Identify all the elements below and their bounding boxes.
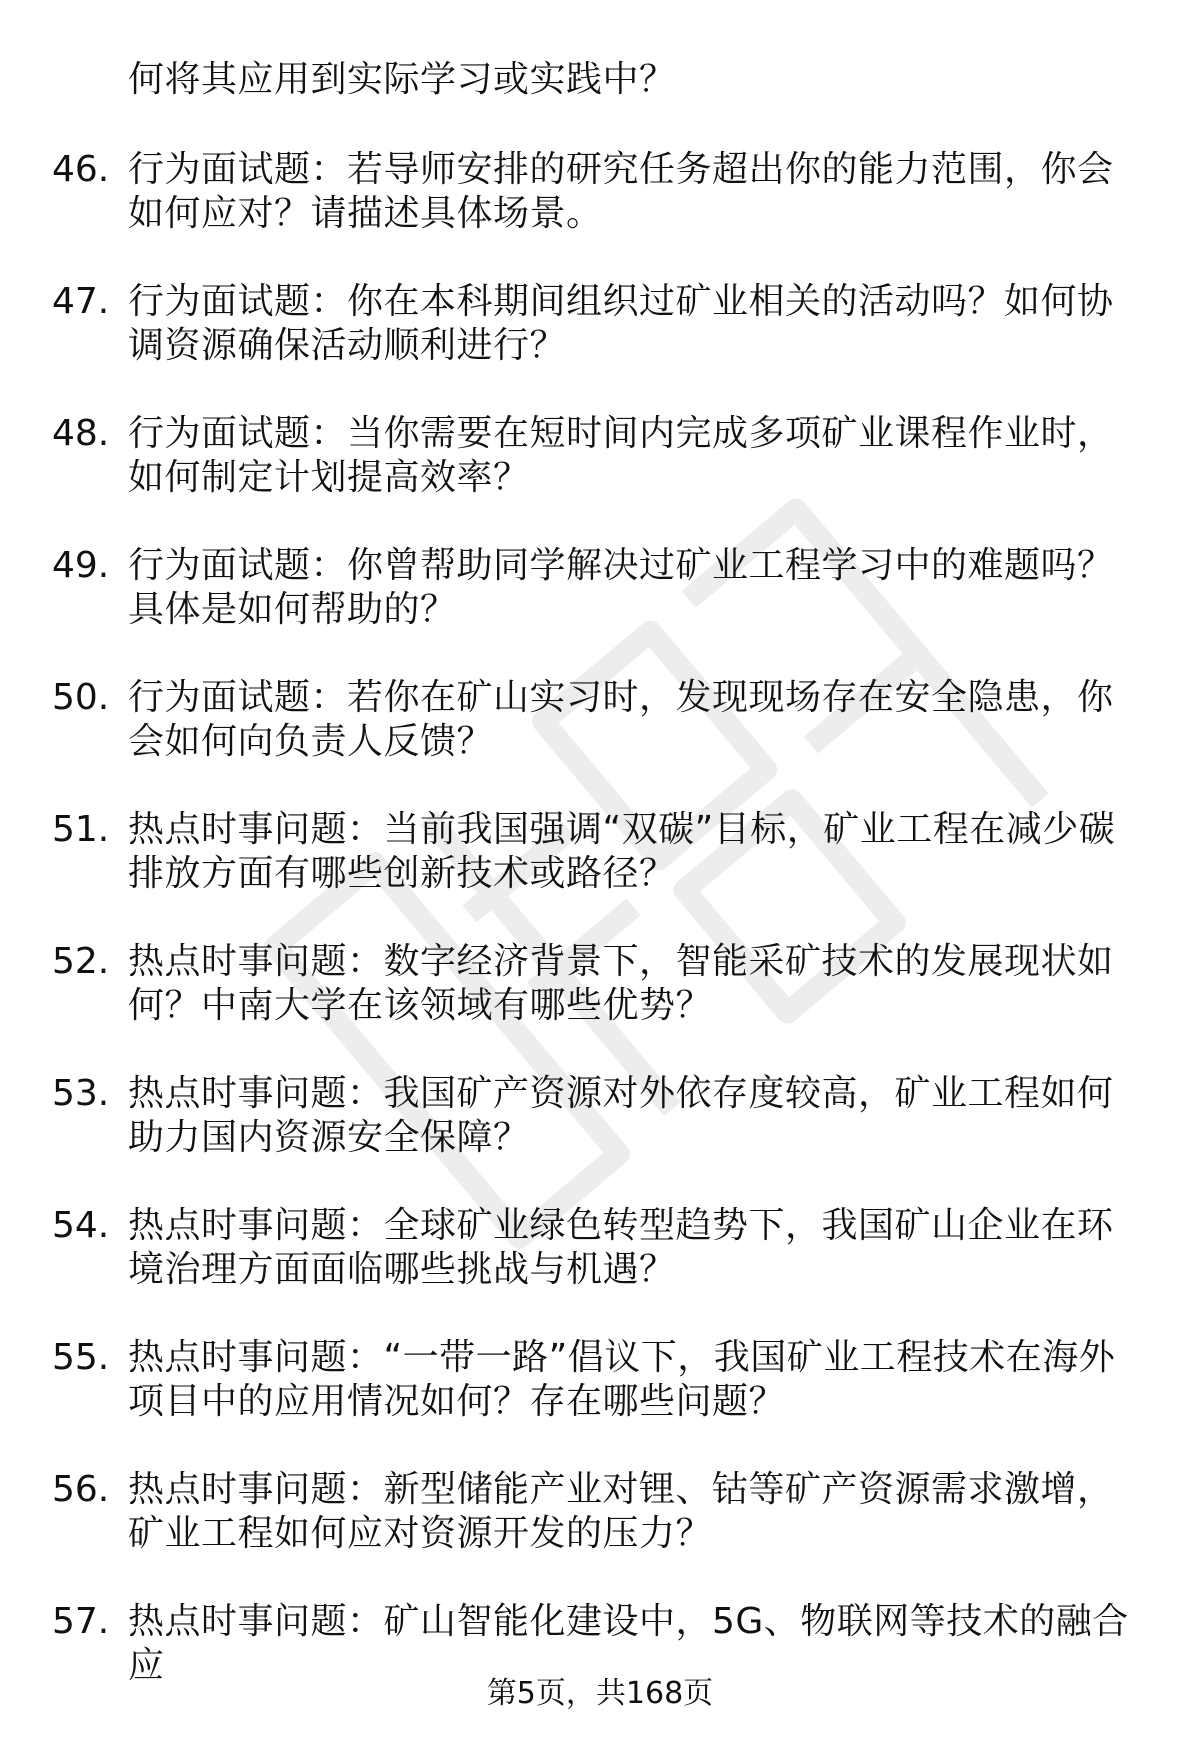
list-item: [0, 148, 1200, 280]
continuation-text: 何将其应用到实际学习或实践中？: [128, 59, 676, 100]
question-number: 52.: [52, 941, 110, 982]
question-number: 53.: [52, 1073, 110, 1114]
question-number: 49.: [52, 545, 110, 586]
question-text: 热点时事问题：当前我国强调“双碳”目标，矿业工程在减少碳排放方面有哪些创新技术或路径？: [128, 809, 1116, 894]
list-item: [0, 280, 1200, 412]
question-number: 46.: [52, 149, 110, 190]
question-number: 48.: [52, 413, 110, 454]
question-number: 51.: [52, 809, 110, 850]
list-item: [0, 1072, 1200, 1204]
question-number: 47.: [52, 281, 110, 322]
question-number: 55.: [52, 1337, 110, 1378]
question-number: 54.: [52, 1205, 110, 1246]
question-text: 行为面试题：若导师安排的研究任务超出你的能力范围，你会如何应对？请描述具体场景。: [128, 149, 1114, 234]
question-text: 热点时事问题：“一带一路”倡议下，我国矿业工程技术在海外项目中的应用情况如何？存在哪些问题？: [128, 1337, 1116, 1422]
question-text: 行为面试题：你曾帮助同学解决过矿业工程学习中的难题吗？具体是如何帮助的？: [128, 545, 1114, 630]
list-item: [0, 1468, 1200, 1600]
question-text: 热点时事问题：矿山智能化建设中，5G、物联网等技术的融合应: [128, 1601, 1129, 1686]
question-text: 热点时事问题：新型储能产业对锂、钴等矿产资源需求激增，矿业工程如何应对资源开发的压力？: [128, 1469, 1114, 1554]
list-item: [0, 544, 1200, 676]
question-number: 57.: [52, 1601, 110, 1642]
list-item: [0, 808, 1200, 940]
list-item: [0, 412, 1200, 544]
list-item: [0, 1204, 1200, 1336]
list-item: [0, 676, 1200, 808]
list-item: [0, 940, 1200, 1072]
question-text: 行为面试题：当你需要在短时间内完成多项矿业课程作业时，如何制定计划提高效率？: [128, 413, 1114, 498]
question-text: 热点时事问题：全球矿业绿色转型趋势下，我国矿山企业在环境治理方面面临哪些挑战与机遇？: [128, 1205, 1114, 1290]
question-list: [0, 148, 1200, 1732]
question-text: 热点时事问题：我国矿产资源对外依存度较高，矿业工程如何助力国内资源安全保障？: [128, 1073, 1114, 1158]
question-text: 行为面试题：你在本科期间组织过矿业相关的活动吗？如何协调资源确保活动顺利进行？: [128, 281, 1114, 366]
question-text: 行为面试题：若你在矿山实习时，发现现场存在安全隐患，你会如何向负责人反馈？: [128, 677, 1114, 762]
list-item: [0, 1336, 1200, 1468]
question-text: 热点时事问题：数字经济背景下，智能采矿技术的发展现状如何？中南大学在该领域有哪些优势？: [128, 941, 1114, 1026]
question-number: 56.: [52, 1469, 110, 1510]
question-number: 50.: [52, 677, 110, 718]
page-footer: 第5页，共168页: [486, 1676, 714, 1711]
